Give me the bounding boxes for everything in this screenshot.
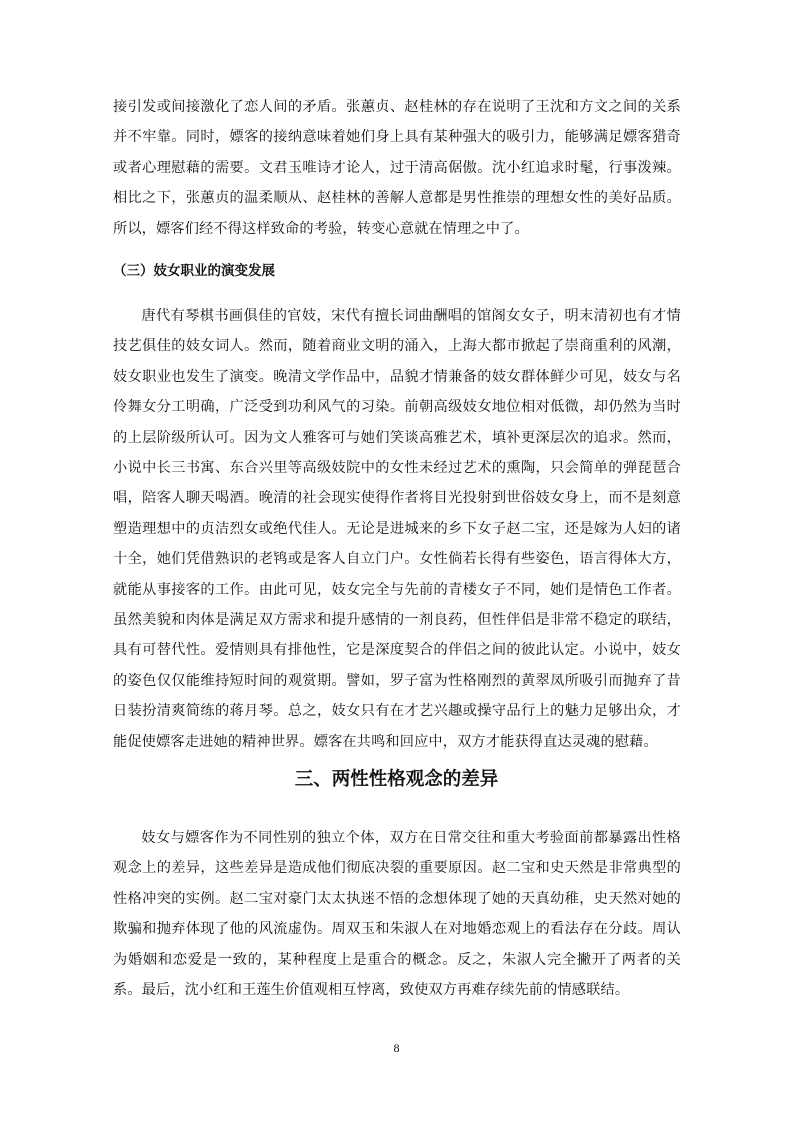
paragraph-gender-differences: 妓女与嫖客作为不同性别的独立个体，双方在日常交往和重大考验面前都暴露出性格观念上的差异，这些差异是造成他们彻底决裂的重要原因。赵二宝和史天然是非常典型的性格冲突的实例。赵二宝对豪门太太执迷不悟的念想体现了她的天真幼稚，史天然对她的欺骗和抛弃体现了他的风流虚伪。周双玉和朱淑人在对地婚恋观上的看法存在分歧。周认为婚姻和恋爱是一致的，某种程度上是重合的概念。反之，朱淑人完全撇开了两者的关系。最后，沈小红和王莲生价值观相互悖离，致使双方再难存续先前的情感联结。	[113, 830, 681, 999]
paragraph-prostitute-profession: 唐代有琴棋书画俱佳的官妓，宋代有擅长词曲酬唱的馆阁女女子，明末清初也有才情技艺俱佳的妓女词人。然而，随着商业文明的涌入，上海大都市掀起了崇商重利的风潮，妓女职业也发生了演变。晚清文学作品中，品貌才情兼备的妓女群体鲜少可见，妓女与名伶舞女分工明确，广泛受到功利风气的习染。前朝高级妓女地位相对低微，却仍然为当时的上层阶级所认可。因为文人雅客可与她们笑谈高雅艺术，填补更深层次的追求。然而，小说中长三书寓、东合兴里等高级妓院中的女性未经过艺术的熏陶，只会简单的弹琵琶合唱，陪客人聊天喝酒。晚清的社会现实使得作者将目光投射到世俗妓女身上，而不是刻意塑造理想中的贞洁烈女或绝代佳人。无论是进城来的乡下女子赵二宝，还是嫁为人妇的诸十全，她们凭借熟识的老鸨或是客人自立门户。女性倘若长得有些姿色，语言得体大方，就能从事接客的工作。由此可见，妓女完全与先前的青楼女子不同，她们是情色工作者。虽然美貌和肉体是满足双方需求和提升感情的一剂良药，但性伴侣是非常不稳定的联结，具有可替代性。爱情则具有排他性，它是深度契合的伴侣之间的彼此认定。小说中，妓女的姿色仅仅能维持短时间的观赏期。譬如，罗子富为性格刚烈的黄翠凤所吸引而抛弃了昔日装扮清爽简练的蒋月琴。总之，妓女只有在才艺兴趣或操守品行上的魅力足够出众，才能促使嫖客走进她的精神世界。嫖客在共鸣和回应中，双方才能获得直达灵魂的慰藉。	[113, 308, 681, 750]
paragraph-continued: 接引发或间接激化了恋人间的矛盾。张蕙贞、赵桂林的存在说明了王沈和方文之间的关系并不牢靠。同时，嫖客的接纳意味着她们身上具有某种强大的吸引力，能够满足嫖客猎奇或者心理慰藉的需要。文君玉唯诗才论人，过于清高倨傲。沈小红追求时髦，行事泼辣。相比之下，张蕙贞的温柔顺从、赵桂林的善解人意都是男性推崇的理想女性的美好品质。所以，嫖客们经不得这样致命的考验，转变心意就在情理之中了。	[113, 99, 681, 237]
section-title: 三、两性性格观念的差异	[294, 769, 499, 790]
subsection-heading: （三）妓女职业的演变发展	[113, 263, 275, 279]
page-number: 8	[393, 1041, 400, 1055]
